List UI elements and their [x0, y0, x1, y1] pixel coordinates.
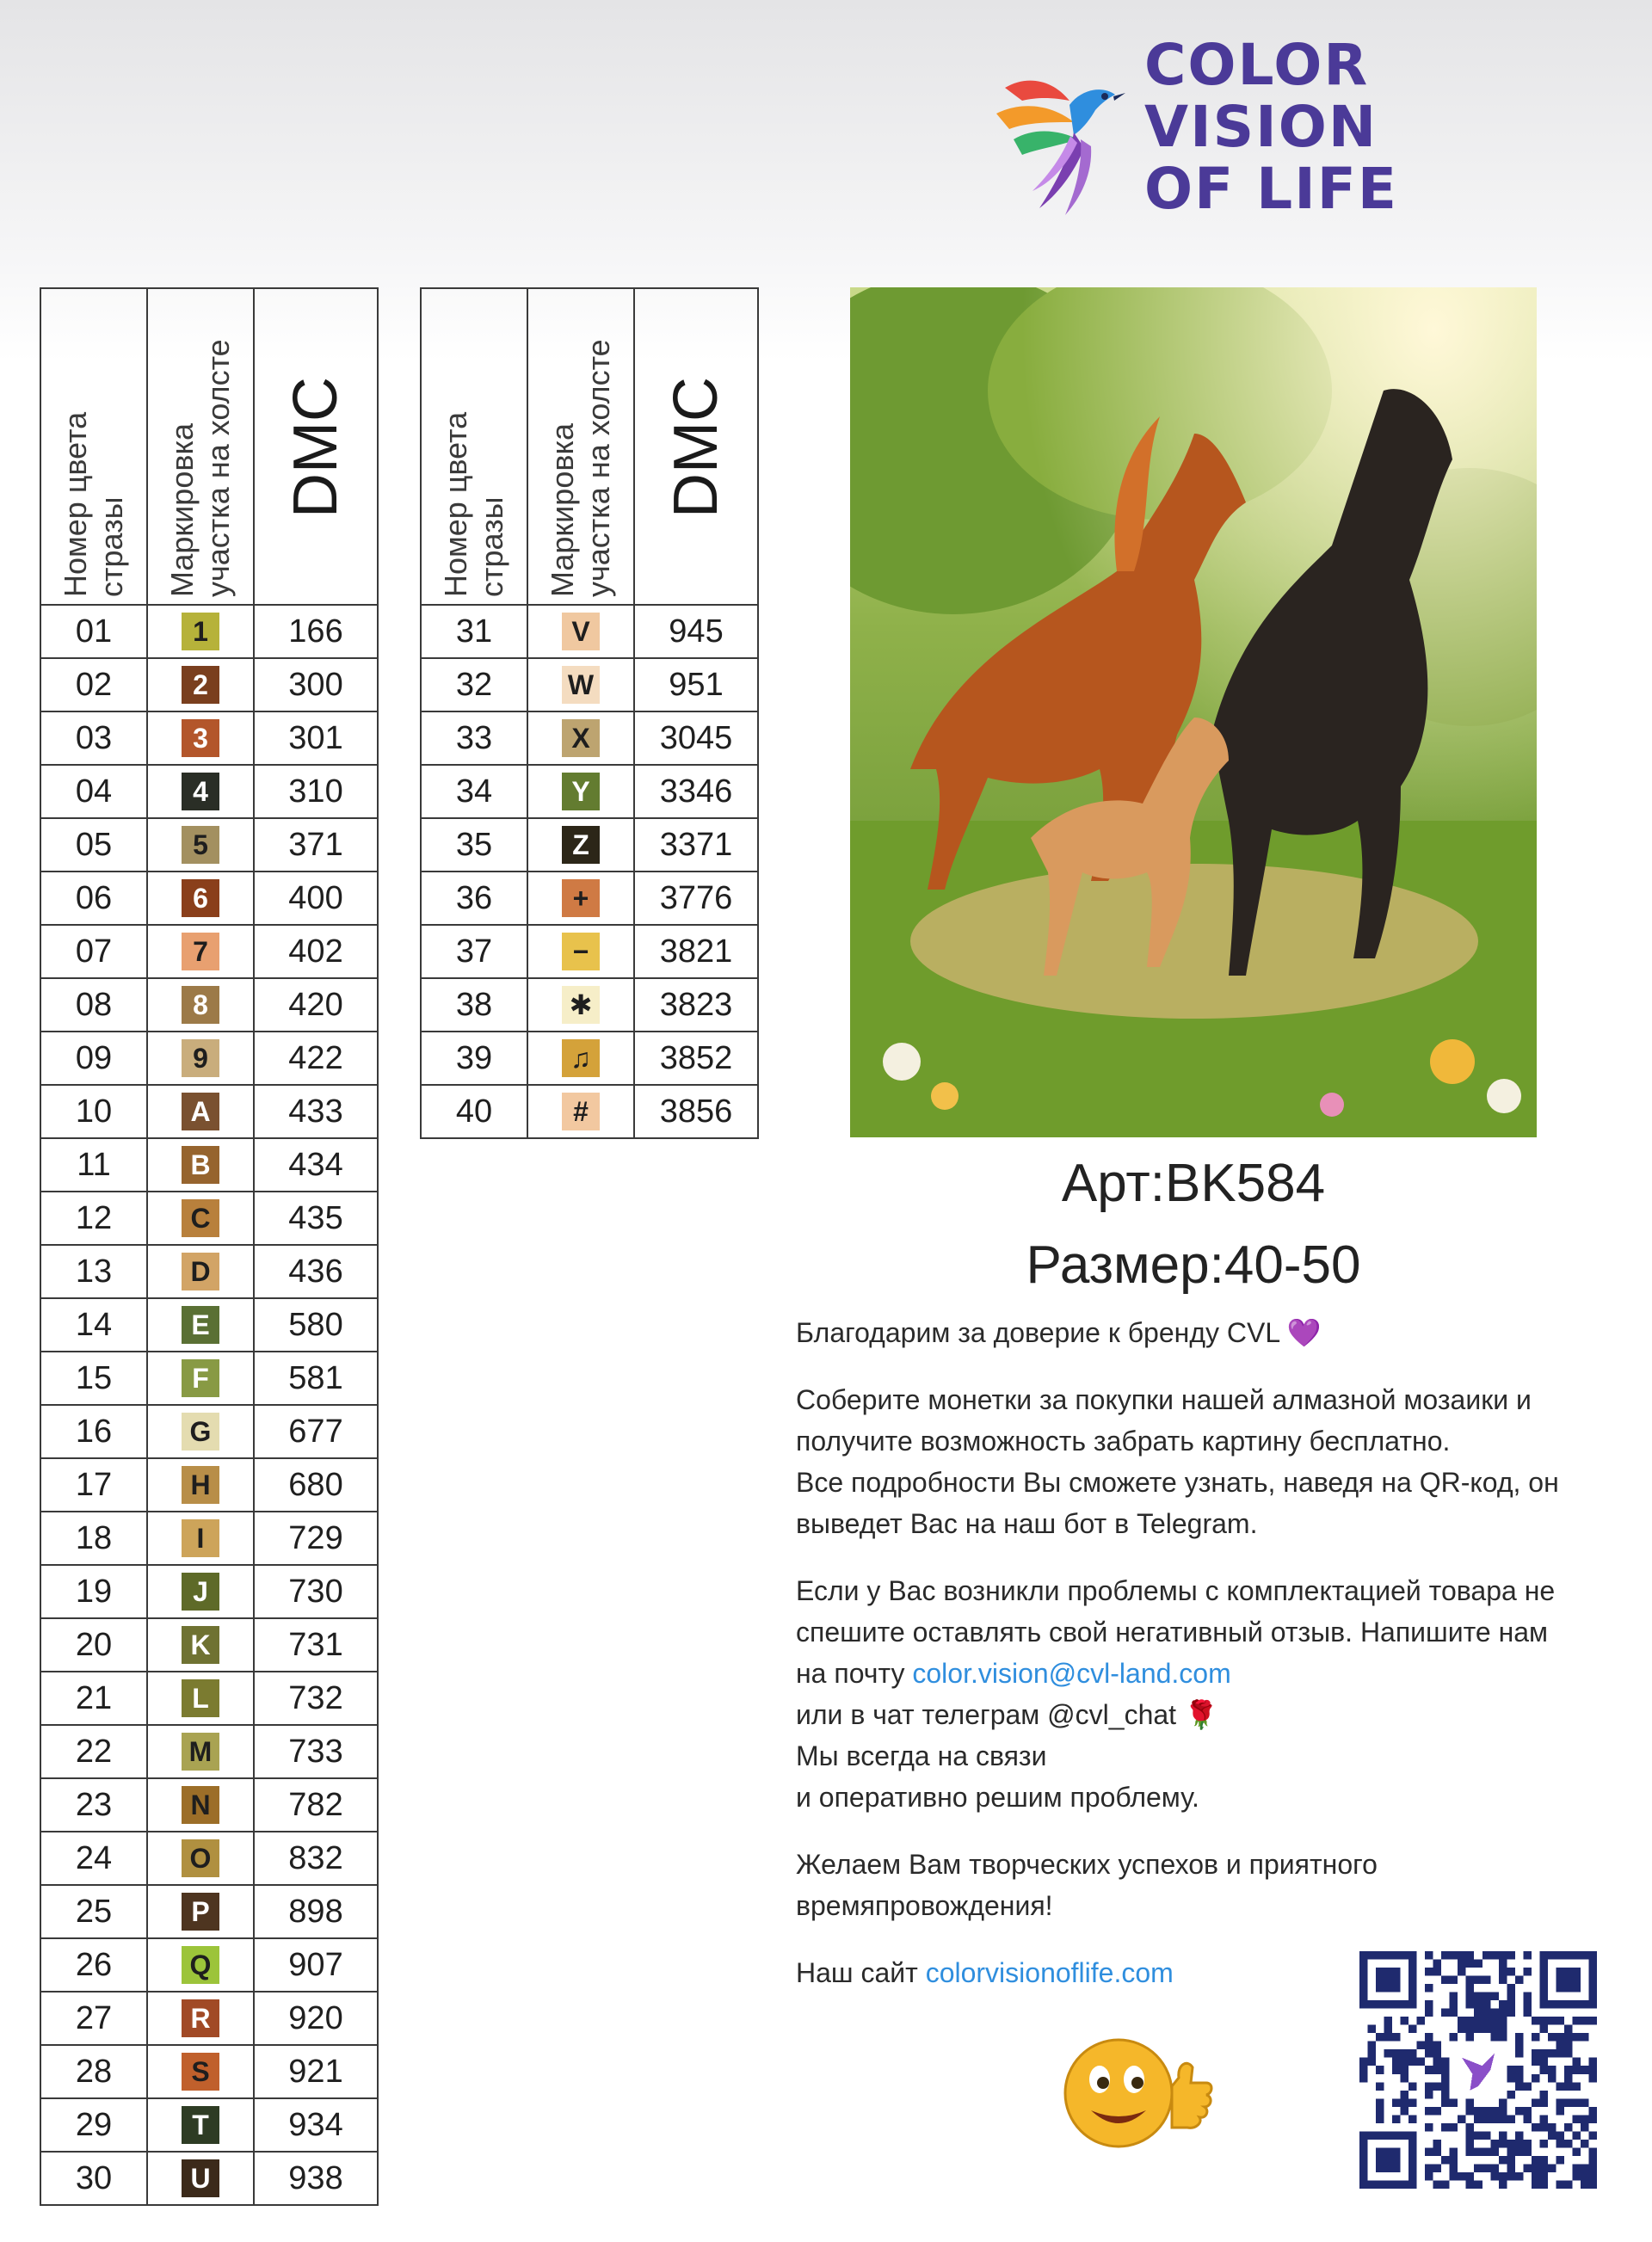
color-swatch: Z [562, 826, 600, 864]
dmc-code: 581 [254, 1352, 378, 1405]
dmc-code: 580 [254, 1298, 378, 1352]
table-row [421, 605, 758, 658]
dmc-code: 301 [254, 711, 378, 765]
color-number: 22 [40, 1725, 147, 1778]
canvas-marking-cell [527, 925, 634, 978]
color-swatch: V [562, 613, 600, 650]
color-number: 17 [40, 1458, 147, 1512]
color-number: 01 [40, 605, 147, 658]
table-row [40, 1618, 378, 1672]
thumbs-up-smiley-icon [1058, 2026, 1213, 2155]
table-row [40, 818, 378, 872]
color-number: 19 [40, 1565, 147, 1618]
dmc-code: 3821 [634, 925, 758, 978]
product-picture-horses [850, 287, 1537, 1137]
table-row [40, 1192, 378, 1245]
color-number: 25 [40, 1885, 147, 1938]
dmc-code: 3852 [634, 1032, 758, 1085]
table-row [40, 765, 378, 818]
color-swatch: P [182, 1893, 219, 1931]
wish-text-line: времяпровождения! [796, 1890, 1053, 1921]
canvas-marking-cell [527, 978, 634, 1032]
dmc-code: 3045 [634, 711, 758, 765]
canvas-marking-cell [527, 711, 634, 765]
color-swatch: C [182, 1199, 219, 1237]
header-dmc: DMC [254, 288, 378, 605]
canvas-marking-cell [147, 872, 254, 925]
canvas-marking-cell [147, 1672, 254, 1725]
canvas-marking-cell [527, 1032, 634, 1085]
color-swatch: B [182, 1146, 219, 1184]
dmc-code: 680 [254, 1458, 378, 1512]
dmc-code: 945 [634, 605, 758, 658]
table-row [421, 658, 758, 711]
canvas-marking-cell [147, 711, 254, 765]
support-text-line: Если у Вас возникли проблемы с комплектацией товара не [796, 1575, 1556, 1606]
canvas-marking-cell [147, 1298, 254, 1352]
color-number: 10 [40, 1085, 147, 1138]
color-swatch: ♫ [562, 1039, 600, 1077]
dmc-code: 402 [254, 925, 378, 978]
table-row [421, 925, 758, 978]
color-number: 28 [40, 2045, 147, 2098]
color-swatch: H [182, 1466, 219, 1504]
canvas-marking-cell [147, 658, 254, 711]
color-swatch: D [182, 1253, 219, 1290]
color-number: 11 [40, 1138, 147, 1192]
table-row [40, 1938, 378, 1992]
color-swatch: 5 [182, 826, 219, 864]
site-label: Наш сайт [796, 1957, 926, 1988]
color-number: 36 [421, 872, 527, 925]
color-swatch: 4 [182, 773, 219, 810]
table-row [40, 2045, 378, 2098]
brand-line-1: COLOR [1144, 32, 1370, 98]
canvas-marking-cell [147, 1832, 254, 1885]
product-size: Размер:40-50 [1026, 1235, 1361, 1295]
canvas-marking-cell [147, 1085, 254, 1138]
dmc-code: 166 [254, 605, 378, 658]
color-number: 02 [40, 658, 147, 711]
table-row [40, 711, 378, 765]
color-number: 20 [40, 1618, 147, 1672]
table-row [40, 925, 378, 978]
table-row [40, 2152, 378, 2205]
dmc-code: 920 [254, 1992, 378, 2045]
color-number: 07 [40, 925, 147, 978]
color-swatch: S [182, 2053, 219, 2091]
table-row [40, 605, 378, 658]
color-table-2 [420, 287, 759, 1139]
canvas-marking-cell [147, 1618, 254, 1672]
color-swatch: I [182, 1519, 219, 1557]
support-text-line: на почту [796, 1658, 913, 1689]
color-swatch: 2 [182, 666, 219, 704]
table-row [40, 1672, 378, 1725]
dmc-code: 907 [254, 1938, 378, 1992]
color-swatch: N [182, 1786, 219, 1824]
table-row [421, 978, 758, 1032]
dmc-code: 300 [254, 658, 378, 711]
coins-text-line: выведет Вас на наш бот в Telegram. [796, 1508, 1258, 1539]
color-number: 14 [40, 1298, 147, 1352]
header-color-number: Номер цвета стразы [421, 288, 527, 605]
canvas-marking-cell [147, 765, 254, 818]
canvas-marking-cell [147, 1352, 254, 1405]
canvas-marking-cell [147, 1032, 254, 1085]
color-swatch: L [182, 1679, 219, 1717]
canvas-marking-cell [147, 1458, 254, 1512]
table-row [40, 1085, 378, 1138]
dmc-code: 3371 [634, 818, 758, 872]
color-swatch: Y [562, 773, 600, 810]
color-number: 40 [421, 1085, 527, 1138]
dmc-code: 422 [254, 1032, 378, 1085]
canvas-marking-cell [147, 1405, 254, 1458]
color-number: 35 [421, 818, 527, 872]
color-number: 31 [421, 605, 527, 658]
dmc-code: 3856 [634, 1085, 758, 1138]
support-text-line: и оперативно решим проблему. [796, 1782, 1199, 1813]
dmc-code: 832 [254, 1832, 378, 1885]
color-swatch: 8 [182, 986, 219, 1024]
color-swatch: 9 [182, 1039, 219, 1077]
color-swatch: J [182, 1573, 219, 1611]
dmc-code: 434 [254, 1138, 378, 1192]
table-row [421, 1085, 758, 1138]
color-number: 09 [40, 1032, 147, 1085]
color-swatch: # [562, 1093, 600, 1130]
color-swatch: T [182, 2106, 219, 2144]
dmc-code: 310 [254, 765, 378, 818]
support-text-line: или в чат телеграм @cvl_chat 🌹 [796, 1699, 1218, 1730]
table-row [40, 1832, 378, 1885]
canvas-marking-cell [147, 1245, 254, 1298]
color-swatch: 3 [182, 719, 219, 757]
wish-text-line: Желаем Вам творческих успехов и приятного [796, 1849, 1378, 1880]
canvas-marking-cell [147, 1778, 254, 1832]
dmc-code: 435 [254, 1192, 378, 1245]
color-number: 15 [40, 1352, 147, 1405]
canvas-marking-cell [147, 1885, 254, 1938]
canvas-marking-cell [147, 978, 254, 1032]
dmc-code: 371 [254, 818, 378, 872]
color-swatch: O [182, 1839, 219, 1877]
canvas-marking-cell [147, 925, 254, 978]
color-swatch: ✱ [562, 986, 600, 1024]
color-swatch: M [182, 1733, 219, 1771]
table-row [40, 1458, 378, 1512]
dmc-code: 420 [254, 978, 378, 1032]
site-link[interactable]: colorvisionoflife.com [925, 1957, 1174, 1988]
dmc-code: 433 [254, 1085, 378, 1138]
table-row [40, 1405, 378, 1458]
canvas-marking-cell [147, 2098, 254, 2152]
coins-text-line: Все подробности Вы сможете узнать, наведя на QR-код, он [796, 1467, 1559, 1498]
color-number: 39 [421, 1032, 527, 1085]
color-number: 32 [421, 658, 527, 711]
color-swatch: − [562, 933, 600, 970]
color-number: 34 [421, 765, 527, 818]
canvas-marking-cell [147, 1192, 254, 1245]
canvas-marking-cell [147, 1992, 254, 2045]
table-row [421, 765, 758, 818]
canvas-marking-cell [147, 2152, 254, 2205]
color-swatch: A [182, 1093, 219, 1130]
color-swatch: W [562, 666, 600, 704]
color-number: 30 [40, 2152, 147, 2205]
table-row [40, 872, 378, 925]
table-row [40, 978, 378, 1032]
color-number: 05 [40, 818, 147, 872]
color-number: 03 [40, 711, 147, 765]
email-link[interactable]: color.vision@cvl-land.com [912, 1658, 1231, 1689]
color-number: 12 [40, 1192, 147, 1245]
table-row [40, 1512, 378, 1565]
dmc-code: 938 [254, 2152, 378, 2205]
color-number: 27 [40, 1992, 147, 2045]
table-row [40, 1352, 378, 1405]
dmc-code: 677 [254, 1405, 378, 1458]
horses-meadow-image [850, 287, 1537, 1137]
color-number: 26 [40, 1938, 147, 1992]
dmc-code: 951 [634, 658, 758, 711]
canvas-marking-cell [147, 605, 254, 658]
dmc-code: 400 [254, 872, 378, 925]
canvas-marking-cell [147, 1138, 254, 1192]
table-row [421, 818, 758, 872]
table-row [421, 1032, 758, 1085]
canvas-marking-cell [527, 658, 634, 711]
color-table-1 [40, 287, 379, 2206]
table-row [40, 1778, 378, 1832]
color-swatch: U [182, 2159, 219, 2197]
brand-line-3: OF LIFE [1144, 156, 1398, 222]
dmc-code: 436 [254, 1245, 378, 1298]
color-number: 23 [40, 1778, 147, 1832]
dmc-code: 3776 [634, 872, 758, 925]
color-number: 04 [40, 765, 147, 818]
color-number: 08 [40, 978, 147, 1032]
thanks-text: Благодарим за доверие к бренду CVL 💜 [796, 1317, 1322, 1348]
canvas-marking-cell [527, 1085, 634, 1138]
canvas-marking-cell [527, 872, 634, 925]
support-text-line: Мы всегда на связи [796, 1740, 1047, 1771]
brand-logo [981, 34, 1428, 224]
canvas-marking-cell [147, 1512, 254, 1565]
table-row [40, 658, 378, 711]
canvas-marking-cell [147, 1938, 254, 1992]
hummingbird-logo-icon [988, 53, 1125, 217]
dmc-code: 3346 [634, 765, 758, 818]
table-row [40, 1885, 378, 1938]
canvas-marking-cell [147, 1565, 254, 1618]
table-row [40, 1032, 378, 1085]
table-row [40, 1992, 378, 2045]
color-number: 24 [40, 1832, 147, 1885]
color-swatch: 7 [182, 933, 219, 970]
header-color-number: Номер цвета стразы [40, 288, 147, 605]
color-number: 18 [40, 1512, 147, 1565]
canvas-marking-cell [527, 818, 634, 872]
table-row [40, 1725, 378, 1778]
product-article: Арт:BK584 [1061, 1154, 1326, 1213]
color-number: 33 [421, 711, 527, 765]
dmc-code: 729 [254, 1512, 378, 1565]
table-row [40, 1565, 378, 1618]
table-row [421, 872, 758, 925]
canvas-marking-cell [527, 765, 634, 818]
color-swatch: F [182, 1359, 219, 1397]
brand-line-2: VISION [1144, 94, 1378, 160]
canvas-marking-cell [147, 2045, 254, 2098]
header-canvas-marking: Маркировка участка на холсте [527, 288, 634, 605]
color-swatch: 6 [182, 879, 219, 917]
color-number: 37 [421, 925, 527, 978]
dmc-code: 3823 [634, 978, 758, 1032]
color-swatch: 1 [182, 613, 219, 650]
canvas-marking-cell [527, 605, 634, 658]
color-number: 29 [40, 2098, 147, 2152]
color-number: 16 [40, 1405, 147, 1458]
color-number: 38 [421, 978, 527, 1032]
coins-text-line: Соберите монетки за покупки нашей алмазной мозаики и [796, 1384, 1532, 1415]
table-row [40, 1245, 378, 1298]
support-text-line: спешите оставлять свой негативный отзыв. Напишите нам [796, 1617, 1549, 1648]
dmc-code: 921 [254, 2045, 378, 2098]
color-number: 21 [40, 1672, 147, 1725]
dmc-code: 733 [254, 1725, 378, 1778]
color-swatch: R [182, 1999, 219, 2037]
color-swatch: G [182, 1413, 219, 1451]
qr-code[interactable] [1359, 1951, 1597, 2189]
color-swatch: X [562, 719, 600, 757]
table-row [421, 711, 758, 765]
table-row [40, 2098, 378, 2152]
coins-text-line: получите возможность забрать картину бесплатно. [796, 1426, 1451, 1457]
header-dmc: DMC [634, 288, 758, 605]
header-canvas-marking: Маркировка участка на холсте [147, 288, 254, 605]
dmc-code: 782 [254, 1778, 378, 1832]
dmc-code: 731 [254, 1618, 378, 1672]
color-swatch: E [182, 1306, 219, 1344]
canvas-marking-cell [147, 1725, 254, 1778]
color-swatch: Q [182, 1946, 219, 1984]
table-row [40, 1138, 378, 1192]
dmc-code: 730 [254, 1565, 378, 1618]
dmc-code: 898 [254, 1885, 378, 1938]
color-number: 13 [40, 1245, 147, 1298]
dmc-code: 732 [254, 1672, 378, 1725]
color-swatch: + [562, 879, 600, 917]
dmc-code: 934 [254, 2098, 378, 2152]
color-number: 06 [40, 872, 147, 925]
color-swatch: K [182, 1626, 219, 1664]
table-row [40, 1298, 378, 1352]
canvas-marking-cell [147, 818, 254, 872]
info-text [796, 1312, 1613, 2019]
